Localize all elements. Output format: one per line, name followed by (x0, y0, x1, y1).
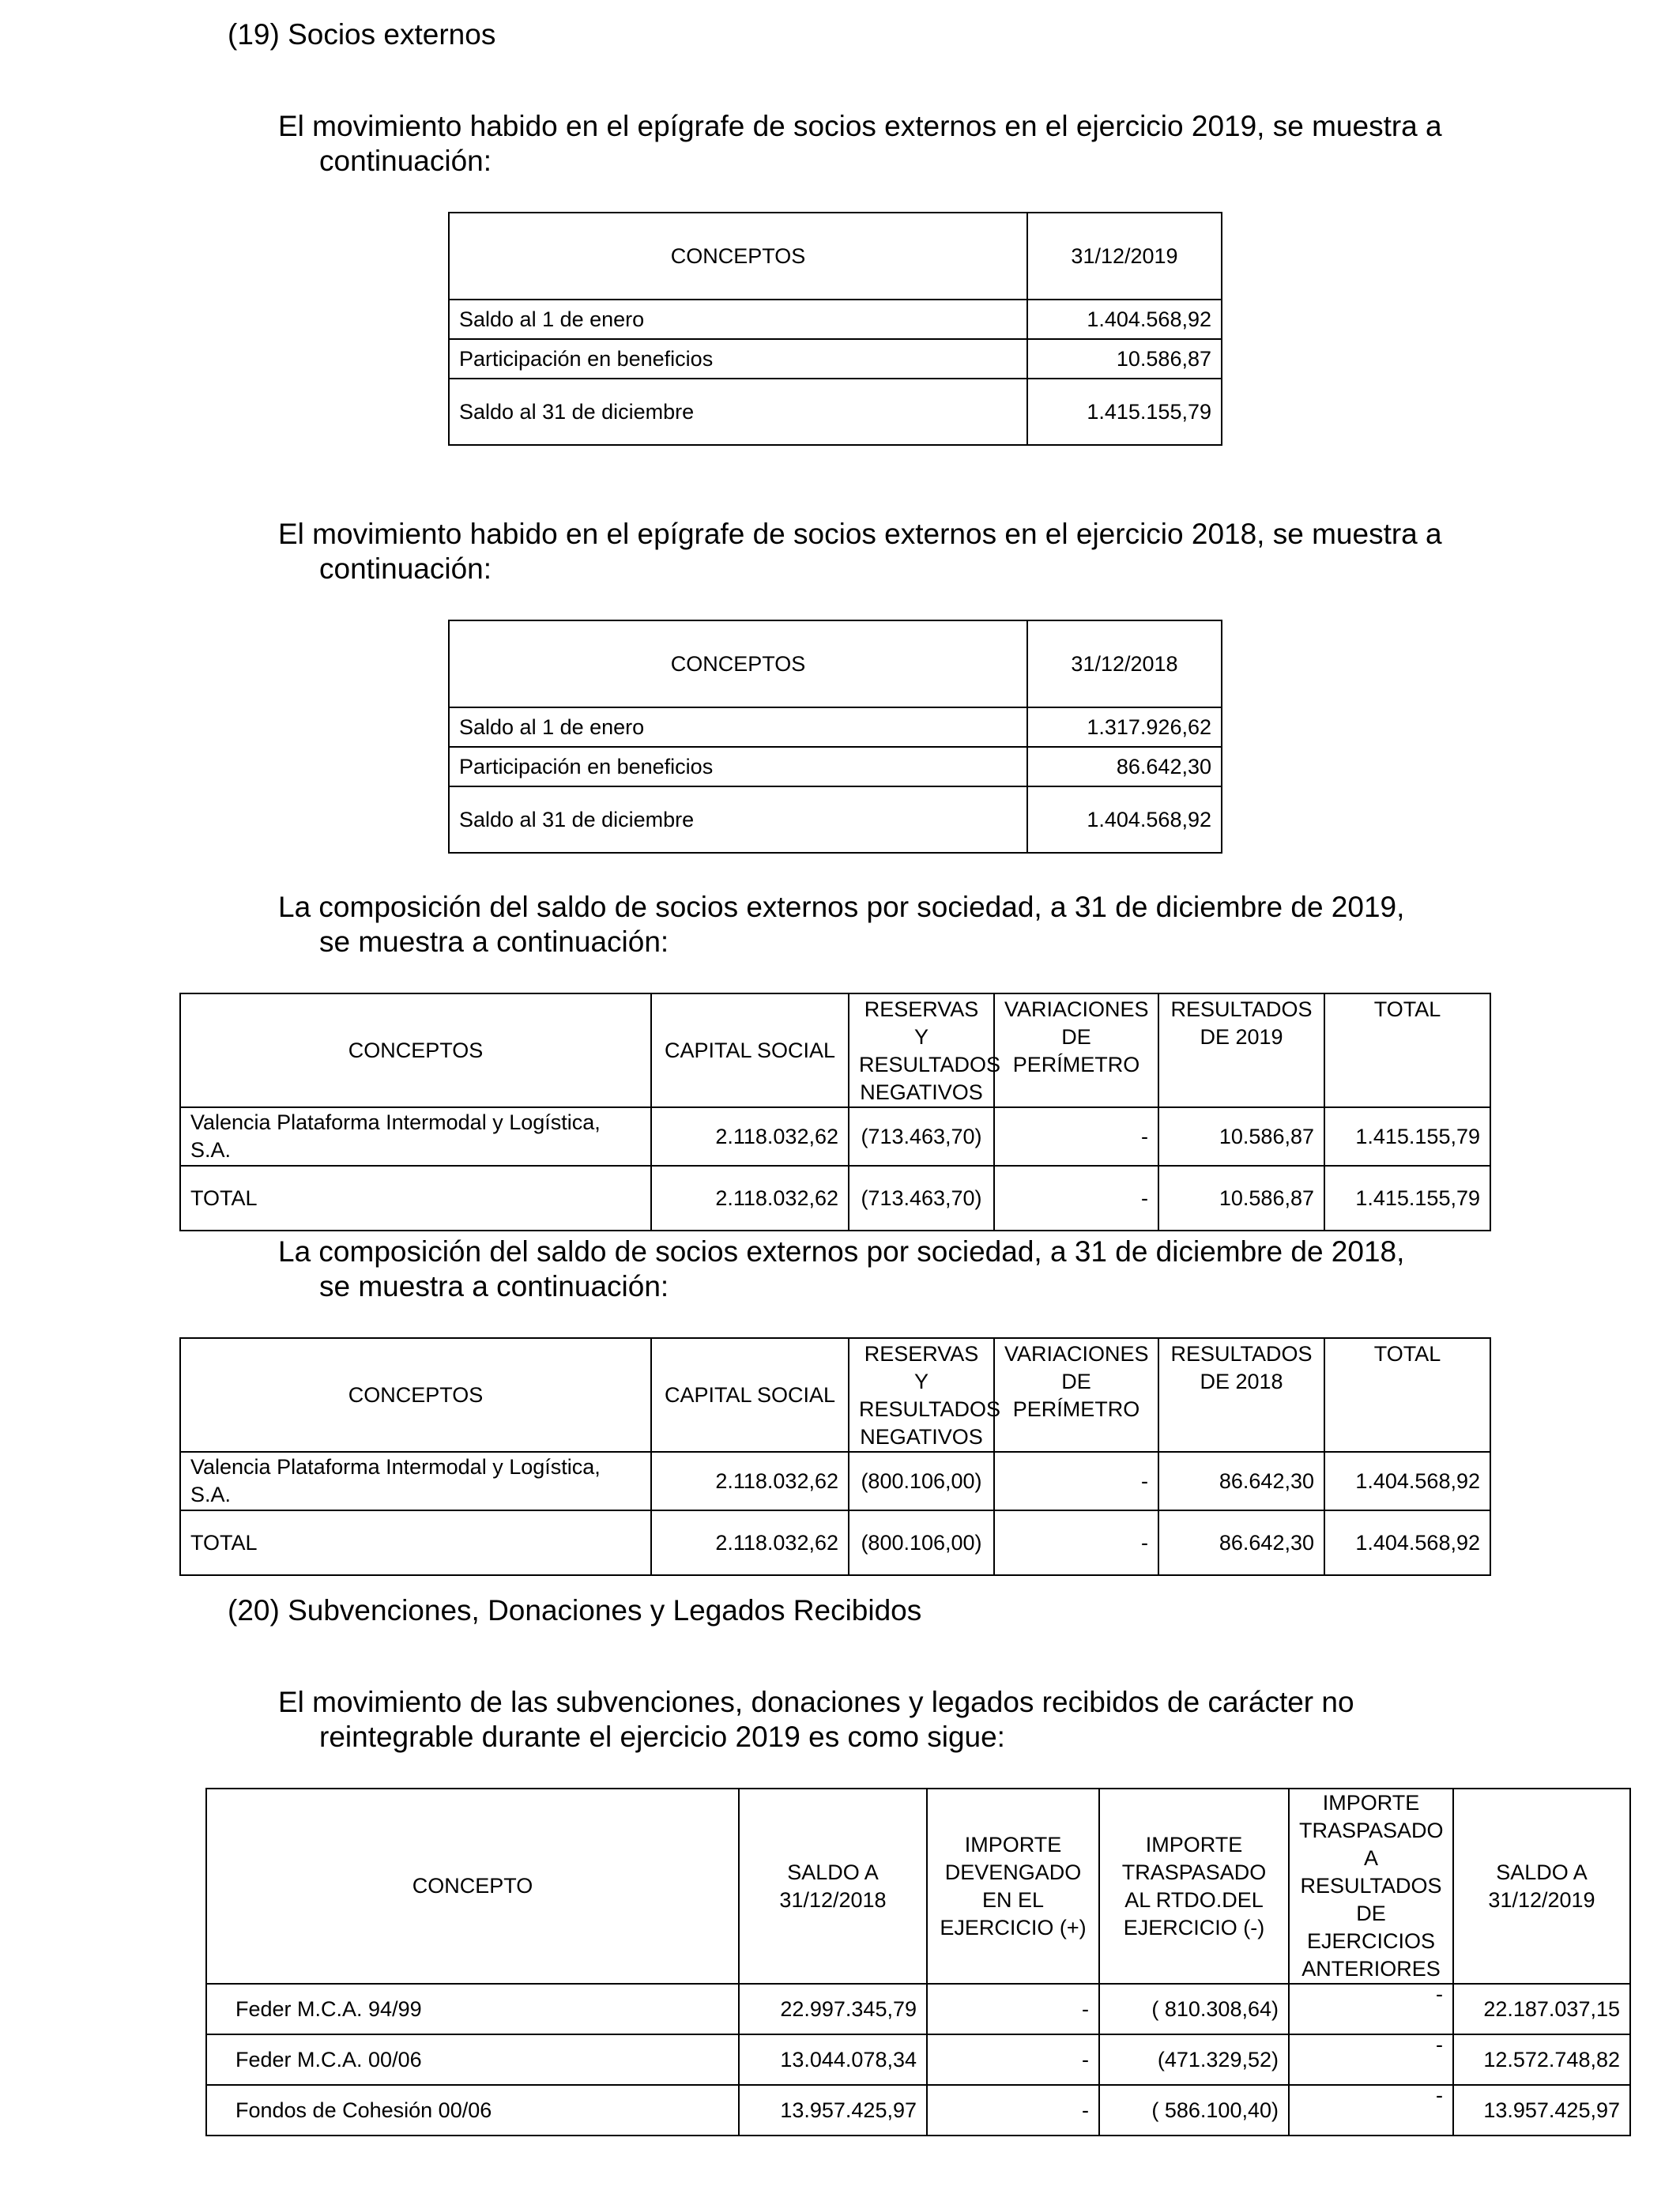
row-label: Participación en beneficios (449, 339, 1027, 379)
cell-value: 1.404.568,92 (1324, 1452, 1490, 1510)
column-header: CONCEPTOS (449, 213, 1027, 300)
cell-value: 13.957.425,97 (1453, 2085, 1630, 2136)
cell-value: ( 586.100,40) (1099, 2085, 1289, 2136)
dash-value: - (1436, 2033, 1443, 2056)
intro-line: La composición del saldo de socios externos por sociedad, a 31 de diciembre de 2019, (278, 891, 1405, 923)
company-name: Valencia Plataforma Intermodal y Logística, S.A. (180, 1107, 651, 1166)
section-19-title: (19) Socios externos (228, 18, 496, 51)
column-header: IMPORTE TRASPASADO A RESULTADOS DE EJERCICIOS ANTERIORES (1289, 1789, 1453, 1984)
row-value: 1.415.155,79 (1027, 379, 1222, 445)
column-header: SALDO A 31/12/2018 (739, 1789, 927, 1984)
cell-value: - (994, 1107, 1158, 1166)
row-value: 1.404.568,92 (1027, 786, 1222, 853)
cell-value: (800.106,00) (849, 1510, 994, 1575)
cell-value: ( 810.308,64) (1099, 1984, 1289, 2034)
section-20-title: (20) Subvenciones, Donaciones y Legados Recibidos (228, 1594, 922, 1627)
composition-paragraph-2019 (278, 890, 1475, 959)
cell-value (1289, 2085, 1453, 2136)
cell-value: (713.463,70) (849, 1166, 994, 1231)
cell-value: 1.404.568,92 (1324, 1510, 1490, 1575)
column-header: 31/12/2018 (1027, 620, 1222, 707)
dash-value: - (1436, 2083, 1443, 2107)
cell-value: 2.118.032,62 (651, 1107, 849, 1166)
cell-value: 12.572.748,82 (1453, 2034, 1630, 2085)
cell-value: 22.997.345,79 (739, 1984, 927, 2034)
concept-label: Fondos de Cohesión 00/06 (206, 2085, 739, 2136)
row-value: 86.642,30 (1027, 747, 1222, 786)
cell-value: (471.329,52) (1099, 2034, 1289, 2085)
cell-value: 86.642,30 (1158, 1510, 1324, 1575)
cell-value: - (927, 1984, 1099, 2034)
cell-value: - (994, 1166, 1158, 1231)
intro-line: se muestra a continuación: (319, 1270, 669, 1302)
column-header: VARIACIONES DE PERÍMETRO (994, 1338, 1158, 1452)
composition-paragraph-2018 (278, 1235, 1475, 1304)
intro-line: se muestra a continuación: (319, 925, 669, 958)
column-header: CONCEPTOS (180, 993, 651, 1107)
row-value: 10.586,87 (1027, 339, 1222, 379)
column-header: TOTAL (1324, 993, 1490, 1107)
composition-table-2019 (179, 993, 1491, 1231)
cell-value: 1.415.155,79 (1324, 1166, 1490, 1231)
concept-label: Feder M.C.A. 94/99 (206, 1984, 739, 2034)
dash-value: - (1436, 1982, 1443, 2006)
cell-value: (800.106,00) (849, 1452, 994, 1510)
column-header: CONCEPTOS (449, 620, 1027, 707)
row-label: Saldo al 31 de diciembre (449, 786, 1027, 853)
column-header: RESERVAS Y RESULTADOS NEGATIVOS (849, 1338, 994, 1452)
row-label: Saldo al 1 de enero (449, 300, 1027, 339)
intro-line: continuación: (319, 145, 492, 177)
cell-value: 1.415.155,79 (1324, 1107, 1490, 1166)
subsidies-paragraph (278, 1685, 1475, 1755)
cell-value: 2.118.032,62 (651, 1166, 849, 1231)
cell-value: 22.187.037,15 (1453, 1984, 1630, 2034)
column-header: CONCEPTO (206, 1789, 739, 1984)
row-value: 1.317.926,62 (1027, 707, 1222, 747)
row-label: Saldo al 31 de diciembre (449, 379, 1027, 445)
total-label: TOTAL (180, 1166, 651, 1231)
column-header: TOTAL (1324, 1338, 1490, 1452)
row-value: 1.404.568,92 (1027, 300, 1222, 339)
subsidies-table (205, 1788, 1631, 2136)
company-name: Valencia Plataforma Intermodal y Logística, S.A. (180, 1452, 651, 1510)
intro-paragraph-2018 (278, 517, 1475, 586)
cell-value: 2.118.032,62 (651, 1510, 849, 1575)
cell-value: (713.463,70) (849, 1107, 994, 1166)
cell-value: 13.044.078,34 (739, 2034, 927, 2085)
row-label: Participación en beneficios (449, 747, 1027, 786)
cell-value: 10.586,87 (1158, 1166, 1324, 1231)
column-header: IMPORTE TRASPASADO AL RTDO.DEL EJERCICIO (-) (1099, 1789, 1289, 1984)
intro-line: El movimiento de las subvenciones, donaciones y legados recibidos de carácter no (278, 1686, 1354, 1718)
cell-value: 86.642,30 (1158, 1452, 1324, 1510)
cell-value: - (927, 2034, 1099, 2085)
cell-value: 13.957.425,97 (739, 2085, 927, 2136)
column-header: RESULTADOS DE 2019 (1158, 993, 1324, 1107)
intro-line: reintegrable durante el ejercicio 2019 es como sigue: (319, 1721, 1005, 1753)
column-header: CAPITAL SOCIAL (651, 993, 849, 1107)
intro-line: El movimiento habido en el epígrafe de socios externos en el ejercicio 2019, se muestra a (278, 110, 1442, 142)
composition-table-2018 (179, 1337, 1491, 1576)
intro-line: La composición del saldo de socios externos por sociedad, a 31 de diciembre de 2018, (278, 1235, 1405, 1268)
total-label: TOTAL (180, 1510, 651, 1575)
intro-paragraph-2019 (278, 109, 1475, 179)
intro-line: El movimiento habido en el epígrafe de socios externos en el ejercicio 2018, se muestra a (278, 518, 1442, 550)
cell-value (1289, 2034, 1453, 2085)
column-header: VARIACIONES DE PERÍMETRO (994, 993, 1158, 1107)
movement-table-2019 (448, 212, 1222, 446)
column-header: RESERVAS Y RESULTADOS NEGATIVOS (849, 993, 994, 1107)
column-header: CONCEPTOS (180, 1338, 651, 1452)
movement-table-2018 (448, 620, 1222, 854)
column-header: SALDO A 31/12/2019 (1453, 1789, 1630, 1984)
cell-value: 10.586,87 (1158, 1107, 1324, 1166)
column-header: RESULTADOS DE 2018 (1158, 1338, 1324, 1452)
row-label: Saldo al 1 de enero (449, 707, 1027, 747)
column-header: IMPORTE DEVENGADO EN EL EJERCICIO (+) (927, 1789, 1099, 1984)
cell-value: - (994, 1452, 1158, 1510)
cell-value: 2.118.032,62 (651, 1452, 849, 1510)
column-header: 31/12/2019 (1027, 213, 1222, 300)
column-header: CAPITAL SOCIAL (651, 1338, 849, 1452)
concept-label: Feder M.C.A. 00/06 (206, 2034, 739, 2085)
cell-value (1289, 1984, 1453, 2034)
cell-value: - (994, 1510, 1158, 1575)
intro-line: continuación: (319, 552, 492, 585)
cell-value: - (927, 2085, 1099, 2136)
